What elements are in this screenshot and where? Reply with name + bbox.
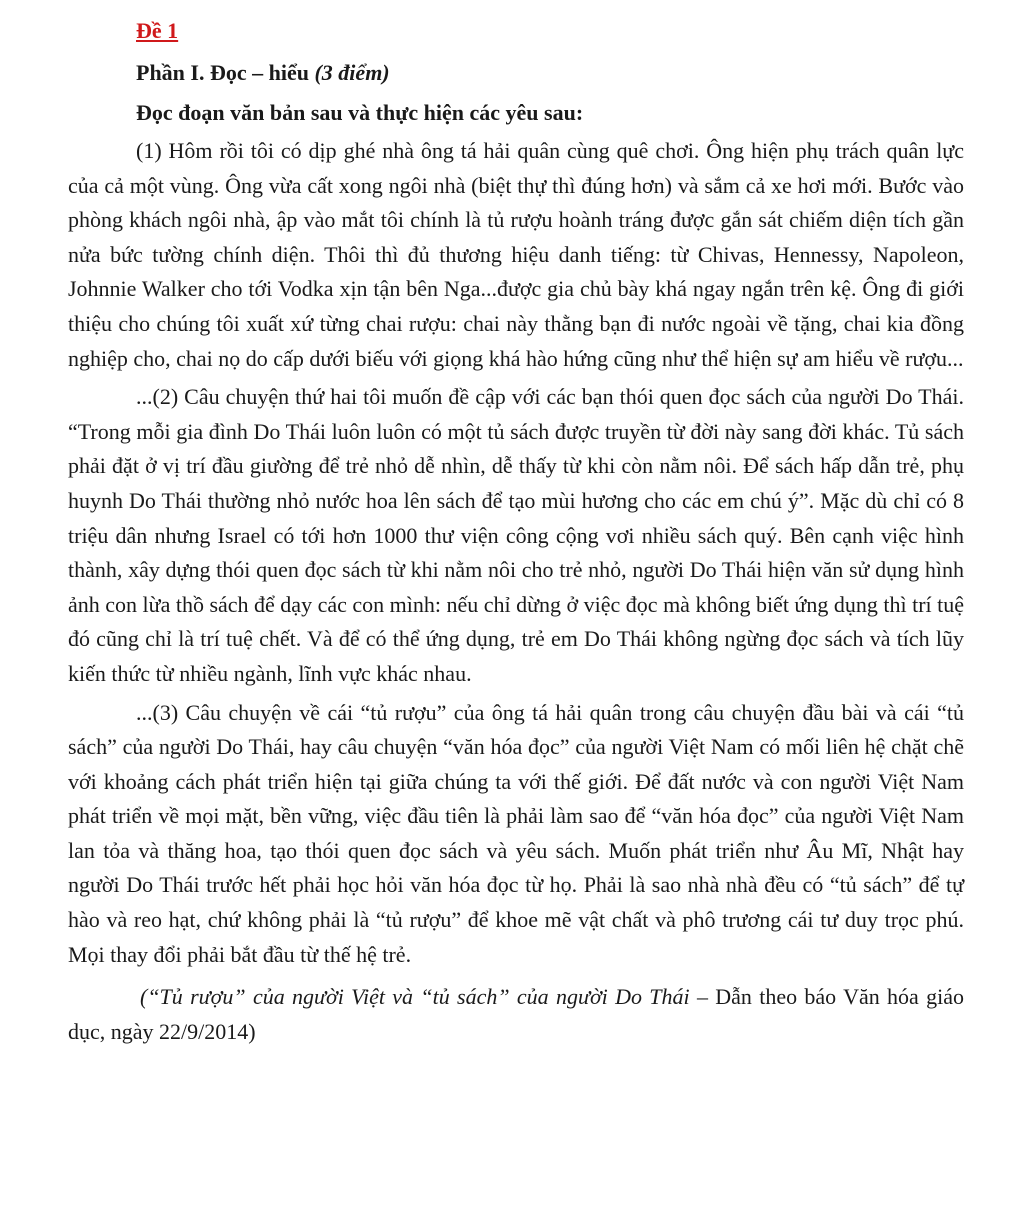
- source-title: (“Tủ rượu” của người Việt và “tủ sách” của người Do Thái –: [140, 984, 708, 1010]
- part-title-text: Phần I. Đọc – hiểu: [136, 60, 309, 85]
- source-citation: [68, 980, 964, 1049]
- part-points: (3 điểm): [314, 60, 390, 85]
- part-title: [136, 56, 964, 90]
- instruction: Đọc đoạn văn bản sau và thực hiện các yêu sau:: [136, 100, 584, 125]
- source-reference: Dẫn theo báo Văn hóa giáo dục, ngày 22/9/2014): [68, 984, 964, 1044]
- paragraph-2: ...(2) Câu chuyện thứ hai tôi muốn đề cập với các bạn thói quen đọc sách của người Do Thái. “Trong mỗi gia đình Do Thái luôn luôn có một tủ sách được truyền từ đời này sang đời khác. Tủ sách phải đặt ở vị trí đầu giường để trẻ nhỏ dễ nhìn, dễ thấy từ khi còn nằm nôi. Để sách hấp dẫn trẻ, phụ huynh Do Thái thường nhỏ nước hoa lên sách để tạo mùi hương cho các em chú ý”. Mặc dù chỉ có 8 triệu dân nhưng Israel có tới hơn 1000 thư viện công cộng vơi nhiều sách quý. Bên cạnh việc hình thành, xây dựng thói quen đọc sách từ khi nằm nôi cho trẻ nhỏ, người Do Thái hiện văn sử dụng hình ảnh con lừa thồ sách để dạy các con mình: nếu chỉ dừng ở việc đọc mà không biết ứng dụng thì trí tuệ đó cũng chỉ là trí tuệ chết. Và để có thể ứng dụng, trẻ em Do Thái không ngừng đọc sách và tích lũy kiến thức từ nhiều ngành, lĩnh vực khác nhau.: [68, 384, 965, 686]
- exam-heading: Đề 1: [136, 18, 179, 43]
- paragraph-1: (1) Hôm rồi tôi có dịp ghé nhà ông tá hải quân cùng quê chơi. Ông hiện phụ trách quân lực của cả một vùng. Ông vừa cất xong ngôi nhà (biệt thự thì đúng hơn) và sắm cả xe hơi mới. Bước vào phòng khách ngôi nhà, ập vào mắt tôi chính là tủ rượu hoành tráng được gắn sát chiếm diện tích gần nửa bức tường chính diện. Thôi thì đủ thương hiệu danh tiếng: từ Chivas, Hennessy, Napoleon, Johnnie Walker cho tới Vodka xịn tận bên Nga...được gia chủ bày khá ngay ngắn trên kệ. Ông đi giới thiệu cho chúng tôi xuất xứ từng chai rượu: chai này thằng bạn đi nước ngoài về tặng, chai kia đồng nghiệp cho, chai nọ do cấp dưới biếu với giọng khá hào hứng cũng như thể hiện sự am hiểu về rượu...: [68, 138, 964, 371]
- paragraph-3: ...(3) Câu chuyện về cái “tủ rượu” của ông tá hải quân trong câu chuyện đầu bài và cái “tủ sách” của người Do Thái, hay câu chuyện “văn hóa đọc” của người Việt Nam có mối liên hệ chặt chẽ với khoảng cách phát triển hiện tại giữa chúng ta với thế giới. Để đất nước và con người Việt Nam phát triển về mọi mặt, bền vững, việc đầu tiên là phải làm sao để “văn hóa đọc” của người Việt Nam lan tỏa và thăng hoa, tạo thói quen đọc sách và yêu sách. Muốn phát triển như Âu Mĩ, Nhật hay người Do Thái trước hết phải học hỏi văn hóa đọc từ họ. Phải là sao nhà nhà đều có “tủ sách” để tự hào và reo hạt, chứ không phải là “tủ rượu” để khoe mẽ vật chất và phô trương cái tư duy trọc phú. Mọi thay đổi phải bắt đầu từ thế hệ trẻ.: [68, 699, 964, 967]
- document-page: [68, 14, 964, 1071]
